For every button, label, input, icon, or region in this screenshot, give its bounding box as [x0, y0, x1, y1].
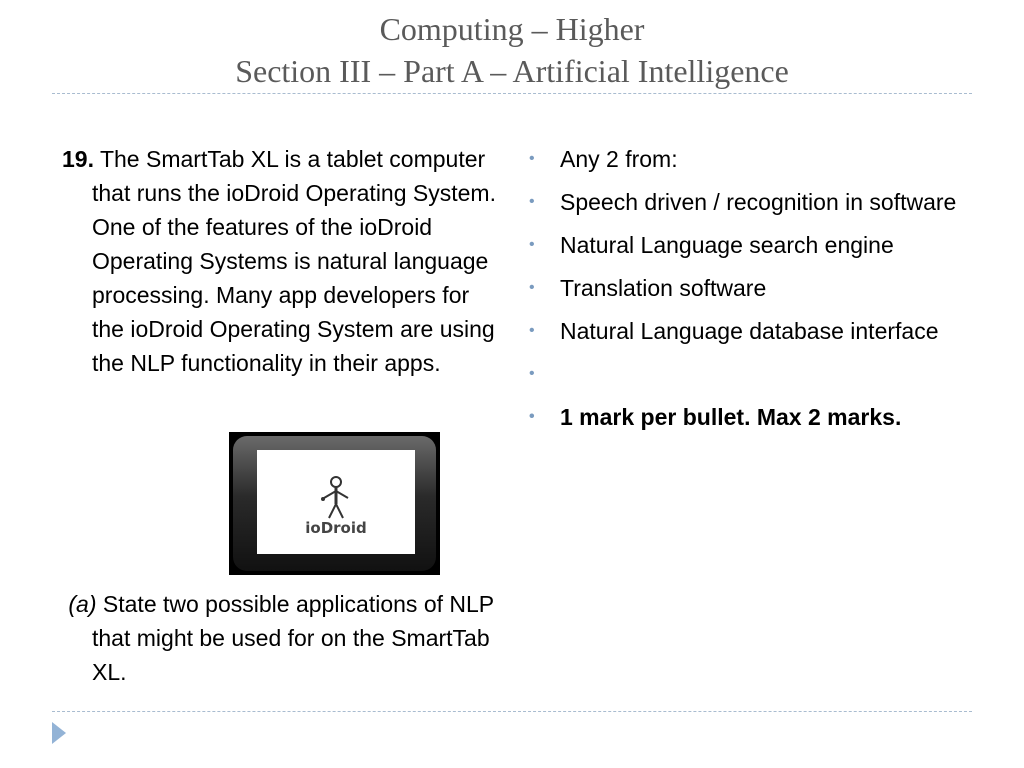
answer-block: [527, 142, 967, 443]
answer-item: [527, 314, 967, 348]
answer-item: [527, 228, 967, 262]
answer-item: [527, 142, 967, 176]
part-a-text: State two possible applications of NLP that might be used for on the SmartTab XL.: [92, 591, 494, 685]
answer-item: [527, 357, 967, 391]
answer-text: Natural Language database interface: [560, 318, 939, 344]
top-divider: [52, 93, 972, 94]
bullet-dot: •: [529, 322, 535, 339]
answer-text: 1 mark per bullet. Max 2 marks.: [560, 404, 902, 430]
answer-text: Natural Language search engine: [560, 232, 894, 258]
answer-item: [527, 185, 967, 219]
answer-item: [527, 400, 967, 434]
answer-item: [527, 271, 967, 305]
slide-title: [0, 8, 1024, 92]
question-number: 19.: [62, 146, 94, 172]
title-line-2: Section III – Part A – Artificial Intelligence: [235, 53, 789, 89]
android-figure-icon: [315, 474, 357, 520]
iodroid-logo-text: ioDroid: [305, 519, 367, 537]
title-line-1: Computing – Higher: [379, 11, 645, 47]
bullet-dot: •: [529, 408, 535, 425]
bullet-dot: •: [529, 279, 535, 296]
part-a-label: (a): [68, 591, 97, 617]
answer-text: Speech driven / recognition in software: [560, 189, 957, 215]
tablet-screen: [257, 450, 415, 554]
tablet-image: [229, 432, 440, 575]
answer-text: Any 2 from:: [560, 146, 678, 172]
question-paragraph: [62, 142, 502, 380]
question-block: [62, 142, 502, 380]
bullet-dot: •: [529, 365, 535, 382]
play-arrow-icon[interactable]: [52, 722, 66, 744]
part-a-paragraph: [62, 587, 502, 689]
bullet-dot: •: [529, 236, 535, 253]
answer-text: Translation software: [560, 275, 767, 301]
part-a-block: [62, 587, 502, 689]
question-text: The SmartTab XL is a tablet computer that runs the ioDroid Operating System. One of the features of the ioDroid Operating Systems is natural language processing. Many app developers for the ioDroid Operating System are using the NLP functionality in their apps.: [92, 146, 496, 376]
bottom-divider: [52, 711, 972, 712]
tablet-bezel: [233, 436, 436, 571]
bullet-dot: •: [529, 150, 535, 167]
bullet-dot: •: [529, 193, 535, 210]
answer-list: [527, 142, 967, 434]
